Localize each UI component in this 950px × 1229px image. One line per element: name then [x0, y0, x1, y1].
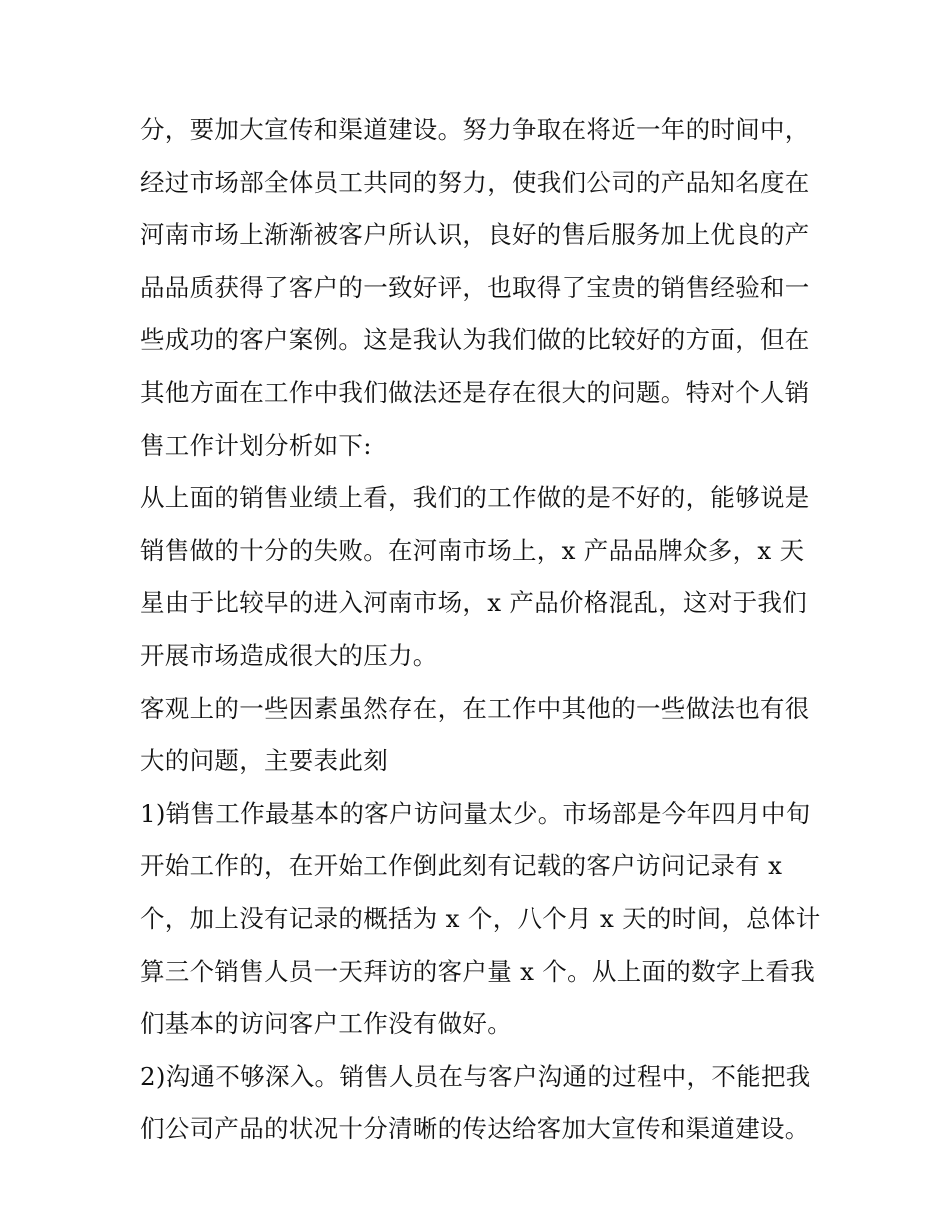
text-line: 售工作计划分析如下: [140, 430, 372, 460]
text-line: 1)销售工作最基本的客户访问量太少。市场部是今年四月中旬 [140, 798, 811, 828]
text-line: 们公司产品的状况十分清晰的传达给客加大宣传和渠道建设。 [140, 1114, 810, 1144]
text-line: 其他方面在工作中我们做法还是存在很大的问题。特对个人销 [140, 377, 810, 407]
text-line: 河南市场上渐渐被客户所认识，良好的售后服务加上优良的产 [140, 220, 810, 250]
text-line: 从上面的销售业绩上看，我们的工作做的是不好的，能够说是 [140, 483, 810, 513]
text-line: 销售做的十分的失败。在河南市场上，x 产品品牌众多，x 天 [140, 535, 805, 565]
text-line: 算三个销售人员一天拜访的客户量 x 个。从上面的数字上看我 [140, 956, 816, 986]
text-line: 品品质获得了客户的一致好评，也取得了宝贵的销售经验和一 [140, 272, 810, 302]
text-line: 开展市场造成很大的压力。 [140, 640, 438, 670]
text-line: 开始工作的，在开始工作倒此刻有记载的客户访问记录有 x [140, 851, 783, 881]
text-line: 个，加上没有记录的概括为 x 个，八个月 x 天的时间，总体计 [140, 903, 821, 933]
text-line: 2)沟通不够深入。销售人员在与客户沟通的过程中，不能把我 [140, 1061, 811, 1091]
text-line: 分，要加大宣传和渠道建设。努力争取在将近一年的时间中， [140, 115, 810, 144]
text-line: 些成功的客户案例。这是我认为我们做的比较好的方面，但在 [140, 325, 810, 355]
text-line: 经过市场部全体员工共同的努力，使我们公司的产品知名度在 [140, 167, 810, 197]
text-line: 客观上的一些因素虽然存在，在工作中其他的一些做法也有很 [140, 693, 810, 723]
document-body [140, 104, 820, 1156]
text-line: 星由于比较早的进入河南市场，x 产品价格混乱，这对于我们 [140, 588, 808, 618]
text-line: 们基本的访问客户工作没有做好。 [140, 1009, 512, 1039]
text-line: 大的问题，主要表此刻 [140, 746, 388, 776]
